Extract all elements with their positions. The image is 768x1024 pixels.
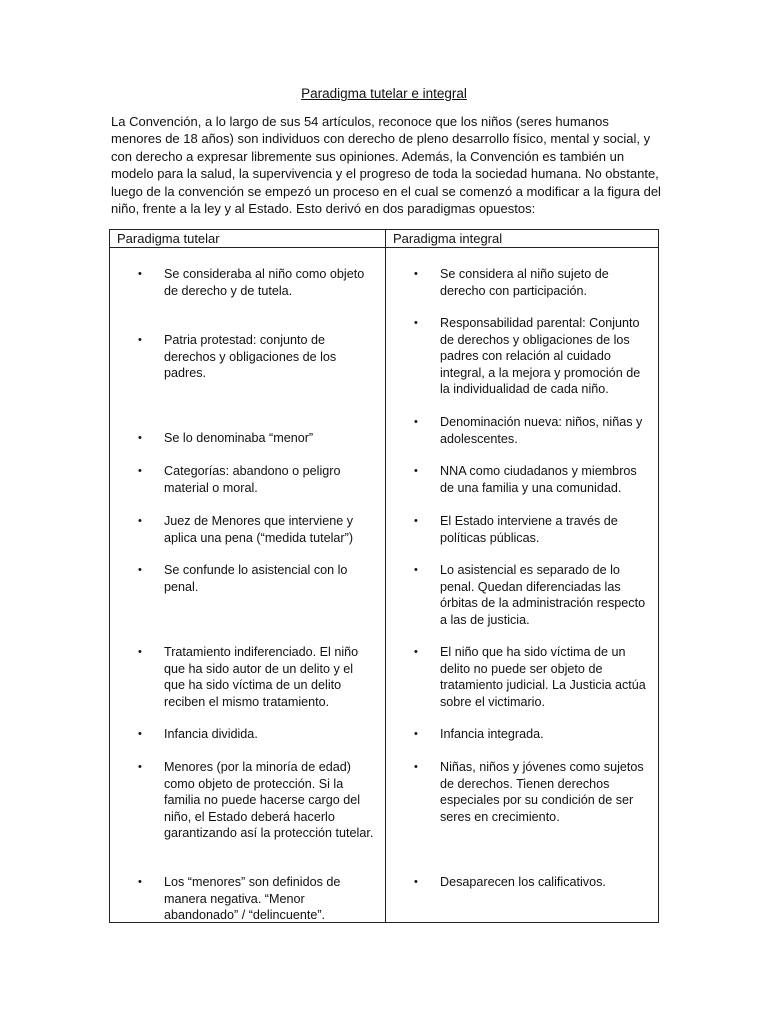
list-item-text: Infancia dividida. [164,727,258,741]
list-item [414,315,652,398]
list-item-text: Se lo denominaba “menor” [164,431,314,445]
list-item [138,759,374,842]
bullet-icon: • [414,268,418,280]
bullet-icon: • [138,761,142,773]
bullet-icon: • [138,646,142,658]
tutelar-column [110,248,386,923]
bullet-icon: • [138,432,142,444]
list-item-text: Categorías: abandono o peligro material o moral. [164,464,341,495]
list-item [414,562,652,628]
list-item-text: Responsabilidad parental: Conjunto de derechos y obligaciones de los padres con relación al cuidado integral, a la mejora y promoción de la individualidad de cada niño. [440,316,641,397]
list-item-text: Desaparecen los calificativos. [440,875,606,889]
bullet-icon: • [138,334,142,346]
list-item [414,644,652,710]
bullet-icon: • [138,876,142,888]
list-item [138,874,374,924]
list-item [138,562,374,595]
bullet-icon: • [414,646,418,658]
list-item-text: Juez de Menores que interviene y aplica una pena (“medida tutelar”) [164,514,354,545]
list-item-text: Los “menores” son definidos de manera negativa. “Menor abandonado” / “delincuente”. [164,875,341,923]
list-item [138,513,374,546]
list-item [138,430,374,447]
list-item-text: Se considera al niño sujeto de derecho con participación. [440,267,609,298]
header-tutelar: Paradigma tutelar [110,230,386,248]
list-item-text: Tratamiento indiferenciado. El niño que ha sido autor de un delito y el que ha sido víctima de un delito reciben el mismo tratamiento. [164,645,359,709]
bullet-icon: • [138,515,142,527]
list-item-text: NNA como ciudadanos y miembros de una familia y una comunidad. [440,464,637,495]
bullet-icon: • [414,515,418,527]
bullet-icon: • [414,465,418,477]
comparison-table [109,229,659,923]
list-item [138,463,374,496]
bullet-icon: • [414,876,418,888]
list-item-text: Niñas, niños y jóvenes como sujetos de derechos. Tienen derechos especiales por su condición de ser seres en crecimiento. [440,760,644,824]
bullet-icon: • [414,761,418,773]
list-item [138,726,374,743]
list-item-text: Menores (por la minoría de edad) como objeto de protección. Si la familia no puede hacerse cargo del niño, el Estado deberá hacerlo garantizando así la protección tutelar. [164,760,374,841]
integral-column [386,248,659,923]
list-item [138,266,374,299]
list-item-text: Se consideraba al niño como objeto de derecho y de tutela. [164,267,365,298]
table-header-row [110,230,659,248]
bullet-icon: • [138,728,142,740]
list-item-text: El Estado interviene a través de políticas públicas. [440,514,618,545]
list-item-text: Infancia integrada. [440,727,544,741]
list-item [138,644,374,710]
list-item [414,463,652,496]
bullet-icon: • [138,564,142,576]
list-item [414,759,652,825]
list-item [414,414,652,447]
bullet-icon: • [138,465,142,477]
list-item-text: El niño que ha sido víctima de un delito no puede ser objeto de tratamiento judicial. La Justicia actúa sobre el victimario. [440,645,646,709]
list-item [414,874,652,891]
header-integral: Paradigma integral [386,230,659,248]
bullet-icon: • [138,268,142,280]
bullet-icon: • [414,317,418,329]
bullet-icon: • [414,564,418,576]
list-item-text: Se confunde lo asistencial con lo penal. [164,563,348,594]
document-title: Paradigma tutelar e integral [301,86,467,101]
table-row [110,248,659,923]
list-item-text: Patria protestad: conjunto de derechos y obligaciones de los padres. [164,333,337,381]
list-item [414,266,652,299]
list-item [414,726,652,743]
list-item-text: Denominación nueva: niños, niñas y adolescentes. [440,415,643,446]
bullet-icon: • [414,416,418,428]
intro-paragraph: La Convención, a lo largo de sus 54 artículos, reconoce que los niños (seres humanos menores de 18 años) son individuos con derecho de pleno desarrollo físico, mental y social, y con derecho a expresar libremente sus opiniones. Además, la Convención es también un modelo para la salud, la supervivencia y el progreso de toda la sociedad humana. No obstante, luego de la convención se empezó un proceso en el cual se comenzó a modificar a la figura del niño, frente a la ley y al Estado. Esto derivó en dos paradigmas opuestos: [111,114,661,217]
list-item [138,332,374,382]
list-item [414,513,652,546]
bullet-icon: • [414,728,418,740]
list-item-text: Lo asistencial es separado de lo penal. Quedan diferenciadas las órbitas de la administración respecto a las de justicia. [440,563,646,627]
